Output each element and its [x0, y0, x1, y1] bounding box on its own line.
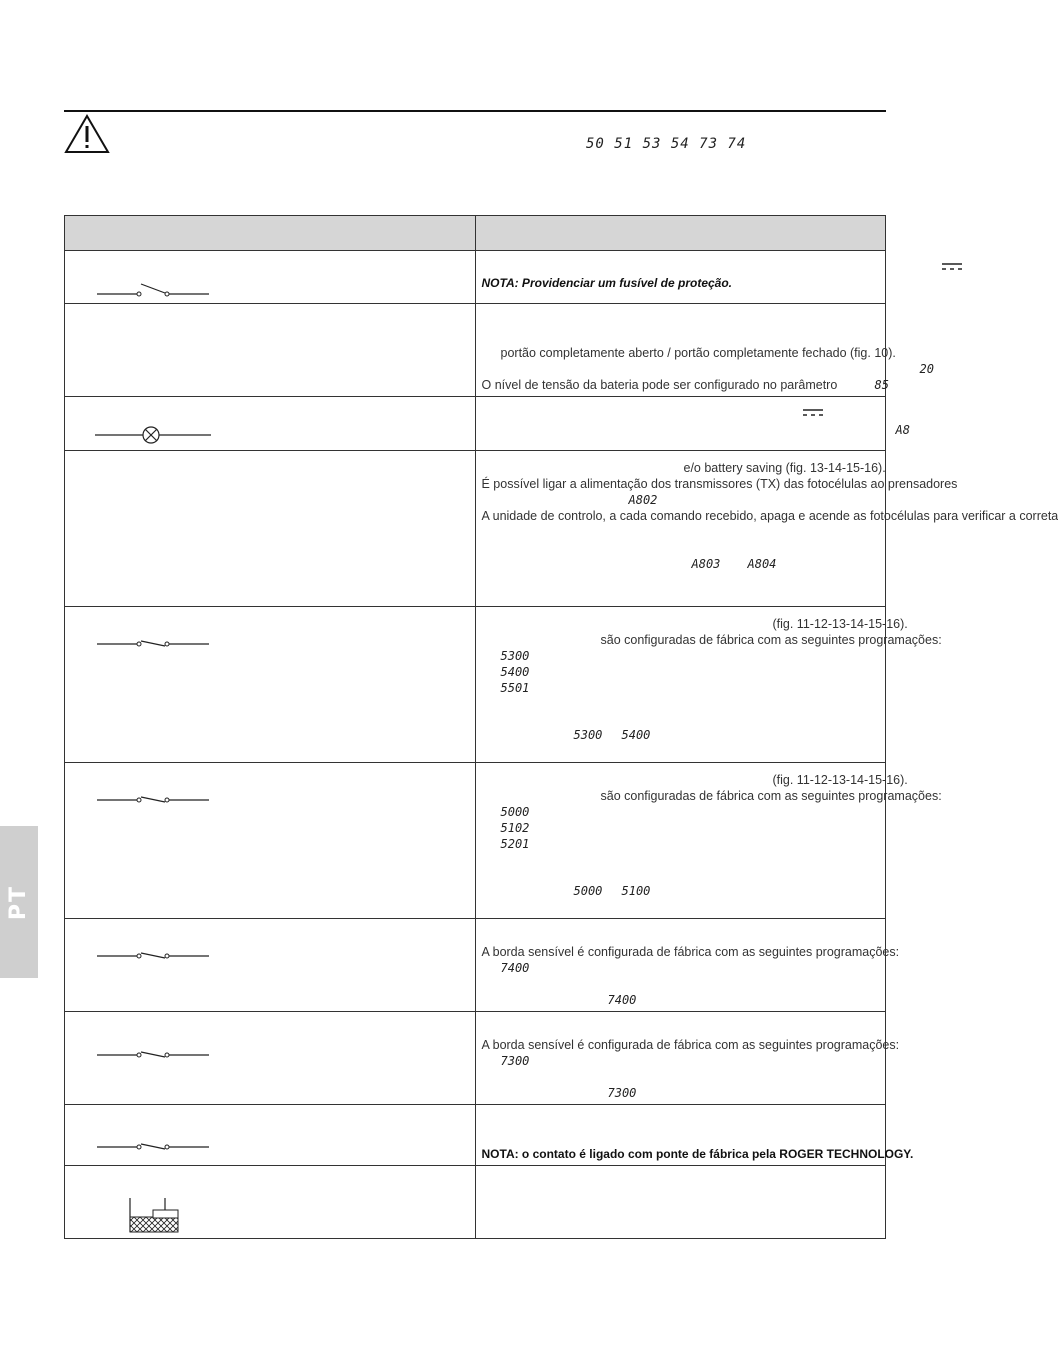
factory-jumper-note: NOTA: o contato é ligado com ponte de fábrica pela ROGER TECHNOLOGY. — [481, 1147, 914, 1161]
param-code: 7400 — [607, 993, 637, 1007]
language-tab — [0, 826, 38, 978]
dc-symbol-icon — [803, 409, 823, 417]
param-code: 5400 — [500, 665, 530, 679]
language-tab-label: PT — [6, 884, 32, 920]
factory-settings-text: são configuradas de fábrica com as seguintes programações: — [600, 789, 942, 803]
param-code: A802 — [628, 493, 658, 507]
battery-text-line: portão completamente aberto / portão completamente fechado (fig. 10). — [500, 346, 896, 360]
param-code: 5400 — [621, 728, 651, 742]
header-cell-symbol — [65, 216, 476, 251]
table-row — [65, 919, 886, 1012]
param-code: 7300 — [500, 1054, 530, 1068]
symbol-cell — [65, 304, 476, 397]
param-code: 5300 — [500, 649, 530, 663]
fuse-note: NOTA: Providenciar um fusível de proteção. — [481, 276, 732, 290]
parameter-codes: 50 51 53 54 73 74 — [586, 136, 747, 152]
ground-earth-icon — [125, 1196, 185, 1236]
param-code: 5501 — [500, 681, 530, 695]
table-row — [65, 1012, 886, 1105]
lamp-icon — [93, 425, 213, 445]
safety-edge-text: A borda sensível é configurada de fábrica com as seguintes programações: — [481, 1038, 900, 1052]
dc-symbol-icon — [942, 263, 962, 271]
safety-edge-text: A borda sensível é configurada de fábrica com as seguintes programações: — [481, 945, 900, 959]
top-divider — [64, 110, 886, 112]
table-row — [65, 1166, 886, 1239]
table-header-row — [65, 216, 886, 251]
switch-open-icon — [95, 279, 213, 299]
description-cell — [475, 607, 942, 763]
warning-triangle-icon — [64, 114, 110, 154]
param-code: 5000 — [500, 805, 530, 819]
param-code: A803 — [691, 557, 721, 571]
figure-reference: (fig. 11-12-13-14-15-16). — [772, 617, 908, 631]
contact-nc-icon — [95, 947, 213, 963]
factory-settings-text: são configuradas de fábrica com as seguintes programações: — [600, 633, 942, 647]
description-cell — [475, 304, 934, 397]
symbol-cell — [65, 1012, 476, 1105]
symbol-cell — [65, 763, 476, 919]
description-cell — [475, 1105, 914, 1166]
table-row — [65, 763, 886, 919]
terminal-table — [64, 215, 1058, 1239]
param-code: 5201 — [500, 837, 530, 851]
table-row — [65, 1105, 886, 1166]
description-cell — [475, 763, 942, 919]
contact-nc-icon — [95, 1138, 213, 1154]
param-code: 7300 — [607, 1086, 637, 1100]
param-code: 5000 — [573, 884, 603, 898]
param-code: 20 — [919, 362, 934, 376]
param-code: 5102 — [500, 821, 530, 835]
table-row — [65, 251, 886, 304]
figure-reference: (fig. 11-12-13-14-15-16). — [772, 773, 908, 787]
contact-nc-icon — [95, 791, 213, 807]
table-row — [65, 304, 886, 397]
param-code: 85 — [874, 378, 889, 392]
symbol-cell — [65, 1105, 476, 1166]
symbol-cell — [65, 451, 476, 607]
description-cell — [475, 919, 900, 1012]
description-cell — [475, 251, 886, 304]
symbol-cell — [65, 919, 476, 1012]
description-cell — [475, 451, 1058, 607]
param-code: A804 — [747, 557, 777, 571]
contact-nc-icon — [95, 1046, 213, 1062]
photocell-text-line: A unidade de controlo, a cada comando recebido, apaga e acende as fotocélulas para verificar a correta — [481, 509, 1058, 523]
photocell-text-line: e/o battery saving (fig. 13-14-15-16). — [683, 461, 886, 475]
battery-voltage-text: O nível de tensão da bateria pode ser configurado no parâmetro — [481, 378, 838, 392]
symbol-cell — [65, 1166, 476, 1239]
table-row — [65, 451, 886, 607]
param-code: 5300 — [573, 728, 603, 742]
header-cell-description — [475, 216, 886, 251]
table-row — [65, 397, 886, 451]
symbol-cell — [65, 397, 476, 451]
symbol-cell — [65, 251, 476, 304]
param-code: 7400 — [500, 961, 530, 975]
photocell-text-line: É possível ligar a alimentação dos transmissores (TX) das fotocélulas ao prensadores — [481, 477, 958, 491]
param-code: 5100 — [621, 884, 651, 898]
description-cell — [475, 397, 910, 451]
contact-nc-icon — [95, 635, 213, 651]
description-cell — [475, 1166, 886, 1239]
symbol-cell — [65, 607, 476, 763]
description-cell — [475, 1012, 900, 1105]
table-row — [65, 607, 886, 763]
param-code: A8 — [895, 423, 910, 437]
